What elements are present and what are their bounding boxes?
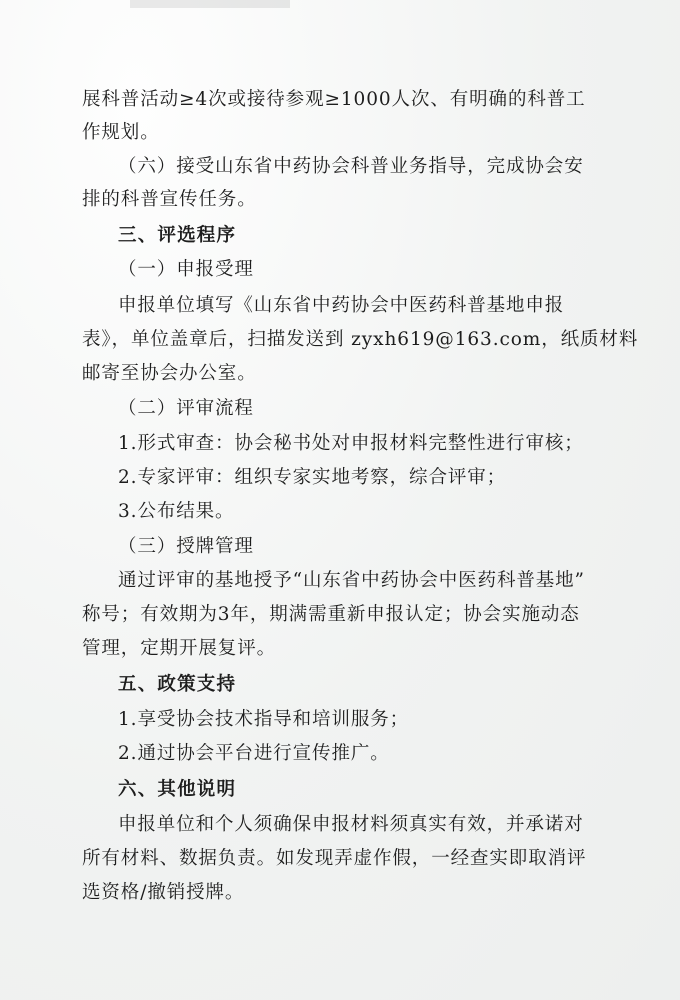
section-heading-3: 三、评选程序 bbox=[118, 225, 237, 246]
application-line-3: 邮寄至协会办公室。 bbox=[82, 363, 257, 384]
item-6-line-1: （六）接受山东省中药协会科普业务指导，完成协会安 bbox=[118, 156, 584, 177]
policy-item-1: 1.享受协会技术指导和培训服务； bbox=[118, 709, 410, 730]
item-6-line-2: 排的科普宣传任务。 bbox=[82, 189, 257, 210]
body-line-1: 展科普活动≥4次或接待参观≥1000人次、有明确的科普工 bbox=[82, 89, 586, 110]
body-line-2: 作规划。 bbox=[82, 122, 160, 143]
section-heading-6: 六、其他说明 bbox=[118, 779, 237, 800]
award-line-1: 通过评审的基地授予“山东省中药协会中医药科普基地” bbox=[118, 570, 585, 591]
application-line-1: 申报单位填写《山东省中药协会中医药科普基地申报 bbox=[118, 295, 565, 316]
application-line-2: 表》，单位盖章后，扫描发送到 zyxh619@163.com，纸质材料 bbox=[82, 329, 639, 350]
subheading-3: （三）授牌管理 bbox=[118, 536, 254, 557]
policy-item-2: 2.通过协会平台进行宣传推广。 bbox=[118, 743, 390, 764]
other-line-2: 所有材料、数据负责。如发现弄虚作假，一经查实即取消评 bbox=[82, 848, 587, 869]
section-heading-5: 五、政策支持 bbox=[118, 674, 237, 695]
subheading-1: （一）申报受理 bbox=[118, 259, 254, 280]
other-line-3: 选资格/撤销授牌。 bbox=[82, 882, 245, 903]
review-step-2: 2.专家评审：组织专家实地考察，综合评审； bbox=[118, 467, 507, 488]
subheading-2: （二）评审流程 bbox=[118, 398, 254, 419]
award-line-3: 管理，定期开展复评。 bbox=[82, 638, 277, 659]
review-step-1: 1.形式审查：协会秘书处对申报材料完整性进行审核； bbox=[118, 433, 584, 454]
other-line-1: 申报单位和个人须确保申报材料须真实有效，并承诺对 bbox=[118, 814, 584, 835]
top-faint-bleedthrough bbox=[130, 0, 290, 8]
review-step-3: 3.公布结果。 bbox=[118, 501, 235, 522]
award-line-2: 称号；有效期为3年，期满需重新申报认定；协会实施动态 bbox=[82, 604, 580, 625]
